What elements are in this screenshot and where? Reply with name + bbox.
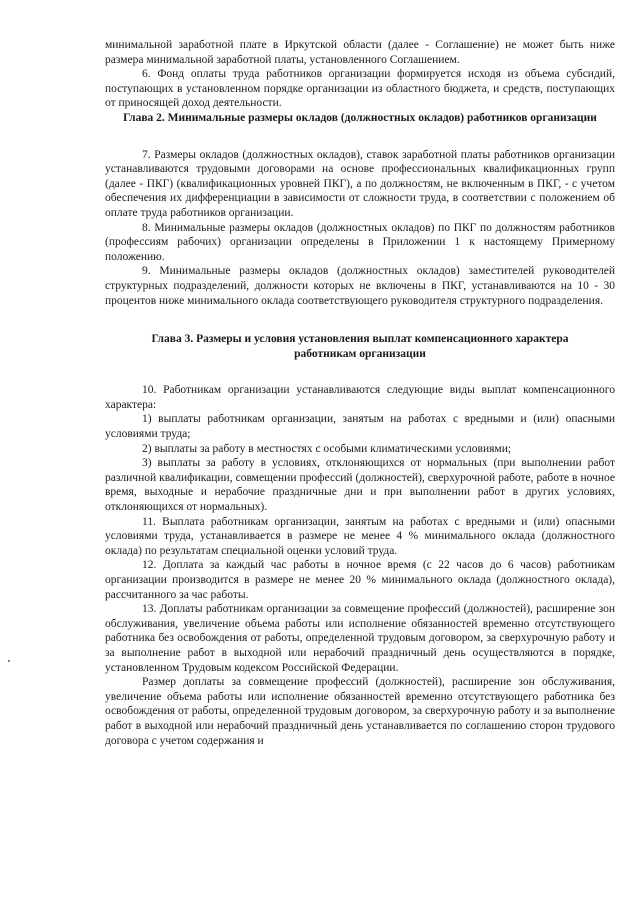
chapter-3-heading: Глава 3. Размеры и условия установления выплат компенсационного характера работникам организации: [151, 333, 569, 360]
paragraph-12: 12. Доплата за каждый час работы в ночное время (с 22 часов до 6 часов) работникам организации производится в размере не менее 20 % минимального оклада (должностного оклада), рассчитанного за час работы.: [105, 559, 615, 601]
list-item-1: 1) выплаты работникам организации, занятым на работах с вредными и (или) опасными условиями труда;: [105, 413, 615, 441]
spacer: [105, 361, 615, 383]
scan-speck: [8, 660, 10, 662]
document-body: [105, 38, 615, 748]
list-item-3: 3) выплаты за работу в условиях, отклоняющихся от нормальных (при выполнении работ различной квалификации, совмещении профессий (должностей), сверхурочной работе, работе в ночное время, выходные и нерабочие праздничные дни и при выполнении работ в других условиях, отклоняющихся от нормальных).: [105, 457, 615, 514]
paragraph-9: 9. Минимальные размеры окладов (должностных окладов) заместителей руководителей структурных подразделений, должности которых не включены в ПКГ, устанавливаются на 10 - 30 процентов ниже минимального оклада соответствующего руководителя структурного подразделения.: [105, 265, 615, 307]
paragraph-13: 13. Доплаты работникам организации за совмещение профессий (должностей), расширение зон обслуживания, увеличение объема работы или исполнение обязанностей временно отсутствующего работника без освобождения от работы, определенной трудовым договором, за сверхурочную работу и за выполнение работ в выходной или нерабочий праздничный день осуществляются в порядке, установленном Трудовым кодексом Российской Федерации.: [105, 603, 615, 674]
list-item-2: 2) выплаты за работу в местностях с особыми климатическими условиями;: [142, 442, 512, 455]
chapter-2-heading: Глава 2. Минимальные размеры окладов (должностных окладов) работников организации: [123, 111, 597, 124]
paragraph-10: 10. Работникам организации устанавливаются следующие виды выплат компенсационного характера:: [105, 384, 615, 411]
spacer: [105, 126, 615, 148]
paragraph-13-continued: Размер доплаты за совмещение профессий (должностей), расширение зон обслуживания, увеличение объема работы или исполнение обязанностей временно отсутствующего работника без освобождения от работы, определенной трудовым договором, за сверхурочную работу и за выполнение работ в выходной или нерабочий праздничный день устанавливается по соглашению сторон трудового договора с учетом содержания и: [105, 676, 615, 747]
spacer: [105, 308, 615, 332]
paragraph-6: 6. Фонд оплаты труда работников организации формируется исходя из объема субсидий, поступающих в установленном порядке организации из областного бюджета, и средств, поступающих от приносящей доход деятельности.: [105, 68, 615, 110]
paragraph-8: 8. Минимальные размеры окладов (должностных окладов) по ПКГ по должностям работников (профессиям рабочих) организации определены в Приложении 1 к настоящему Примерному положению.: [105, 221, 615, 263]
paragraph-soglashenie-cont: минимальной заработной плате в Иркутской области (далее - Соглашение) не может быть ниже размера минимальной заработной платы, установленного Соглашением.: [105, 39, 615, 66]
paragraph-7: 7. Размеры окладов (должностных окладов), ставок заработной платы работников организации устанавливаются трудовыми договорами на основе профессиональных квалификационных групп (далее - ПКГ) (квалификационных уровней ПКГ), а по должностям, не включенным в ПКГ, - с учетом обеспечения их дифференциации в зависимости от сложности труда, в соответствии с положением об оплате труда работников организации.: [105, 148, 615, 219]
paragraph-11: 11. Выплата работникам организации, занятым на работах с вредными и (или) опасными условиями труда, устанавливается в размере не менее 4 % минимального оклада (должностного оклада) по результатам специальной оценки условий труда.: [105, 515, 615, 557]
